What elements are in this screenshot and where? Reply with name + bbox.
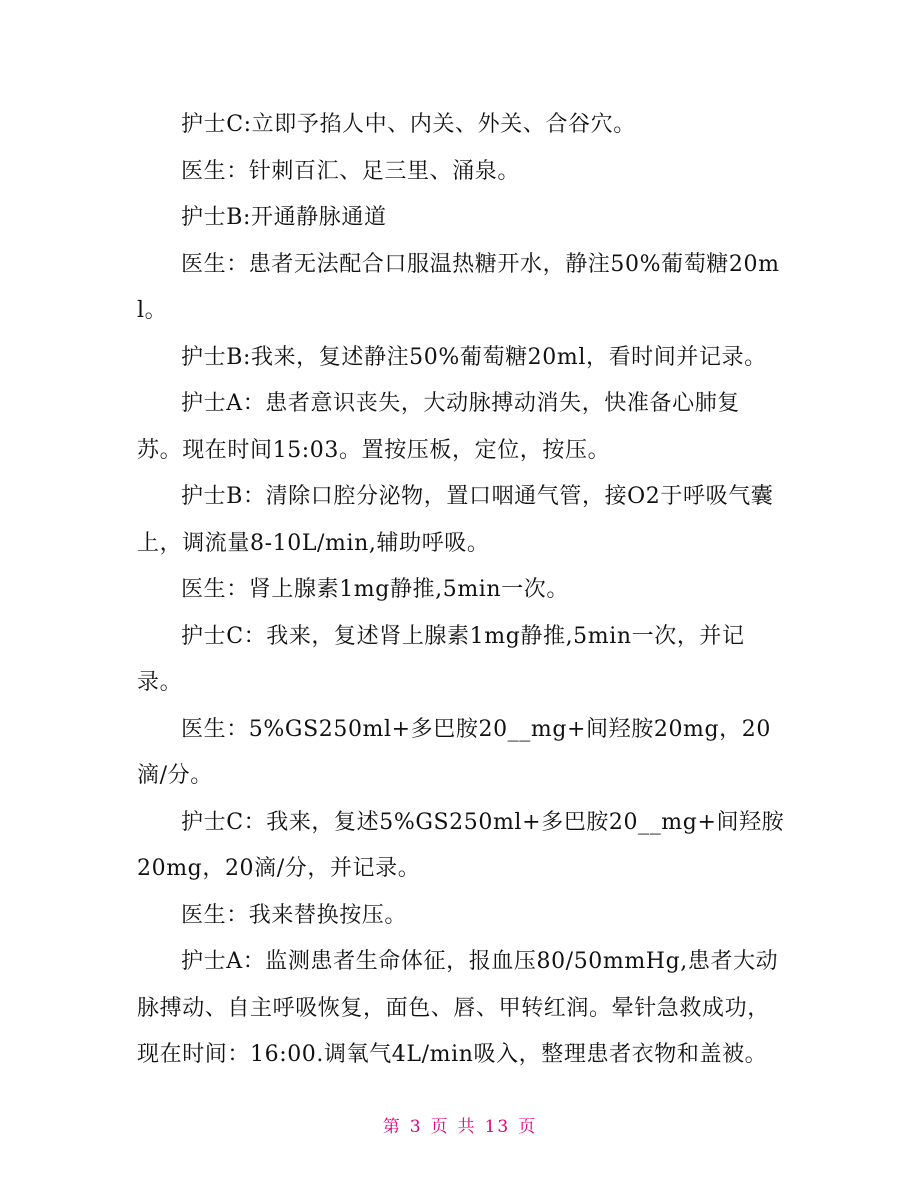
paragraph-5: 护士B:我来，复述静注50%葡萄糖20ml，看时间并记录。 xyxy=(181,344,767,370)
footer-page-word: 页 xyxy=(430,1117,450,1137)
paragraph-2: 医生：针刺百汇、足三里、涌泉。 xyxy=(181,158,521,184)
document-body xyxy=(137,102,785,1079)
footer-prefix: 第 xyxy=(382,1117,402,1137)
paragraph-13: 护士A：监测患者生命体征，报血压80/50mmHg,患者大动脉搏动、自主呼吸恢复，面色、唇、甲转红润。晕针急救成功，现在时间：16:00.调氧气4L/min吸入，整理患者衣物和盖被。 xyxy=(137,949,779,1067)
paragraph-7: 护士B：清除口腔分泌物，置口咽通气管，接O2于呼吸气囊上，调流量8-10L/min,辅助呼吸。 xyxy=(137,484,774,556)
paragraph-8: 医生：肾上腺素1mg静推,5min一次。 xyxy=(181,577,569,602)
paragraph-9: 护士C：我来，复述肾上腺素1mg静推,5min一次，并记录。 xyxy=(137,623,745,695)
page-number-footer xyxy=(0,1112,920,1137)
paragraph-12: 医生：我来替换按压。 xyxy=(181,902,408,928)
footer-total-word: 共 xyxy=(457,1117,477,1137)
footer-total-pages: 13 xyxy=(484,1117,511,1137)
footer-suffix: 页 xyxy=(518,1117,538,1137)
paragraph-6: 护士A：患者意识丧失，大动脉搏动消失，快准备心肺复苏。现在时间15:03。置按压板，定位，按压。 xyxy=(137,391,740,463)
paragraph-11: 护士C：我来，复述5%GS250ml+多巴胺20__mg+间羟胺20mg，20滴/分，并记录。 xyxy=(137,809,785,881)
paragraph-4: 医生：患者无法配合口服温热糖开水，静注50%葡萄糖20ml。 xyxy=(137,251,780,323)
paragraph-10: 医生：5%GS250ml+多巴胺20__mg+间羟胺20mg，20滴/分。 xyxy=(137,716,771,788)
footer-current-page: 3 xyxy=(409,1117,423,1137)
paragraph-3: 护士B:开通静脉通道 xyxy=(181,205,387,230)
paragraph-1: 护士C:立即予掐人中、内关、外关、合谷穴。 xyxy=(181,112,636,137)
